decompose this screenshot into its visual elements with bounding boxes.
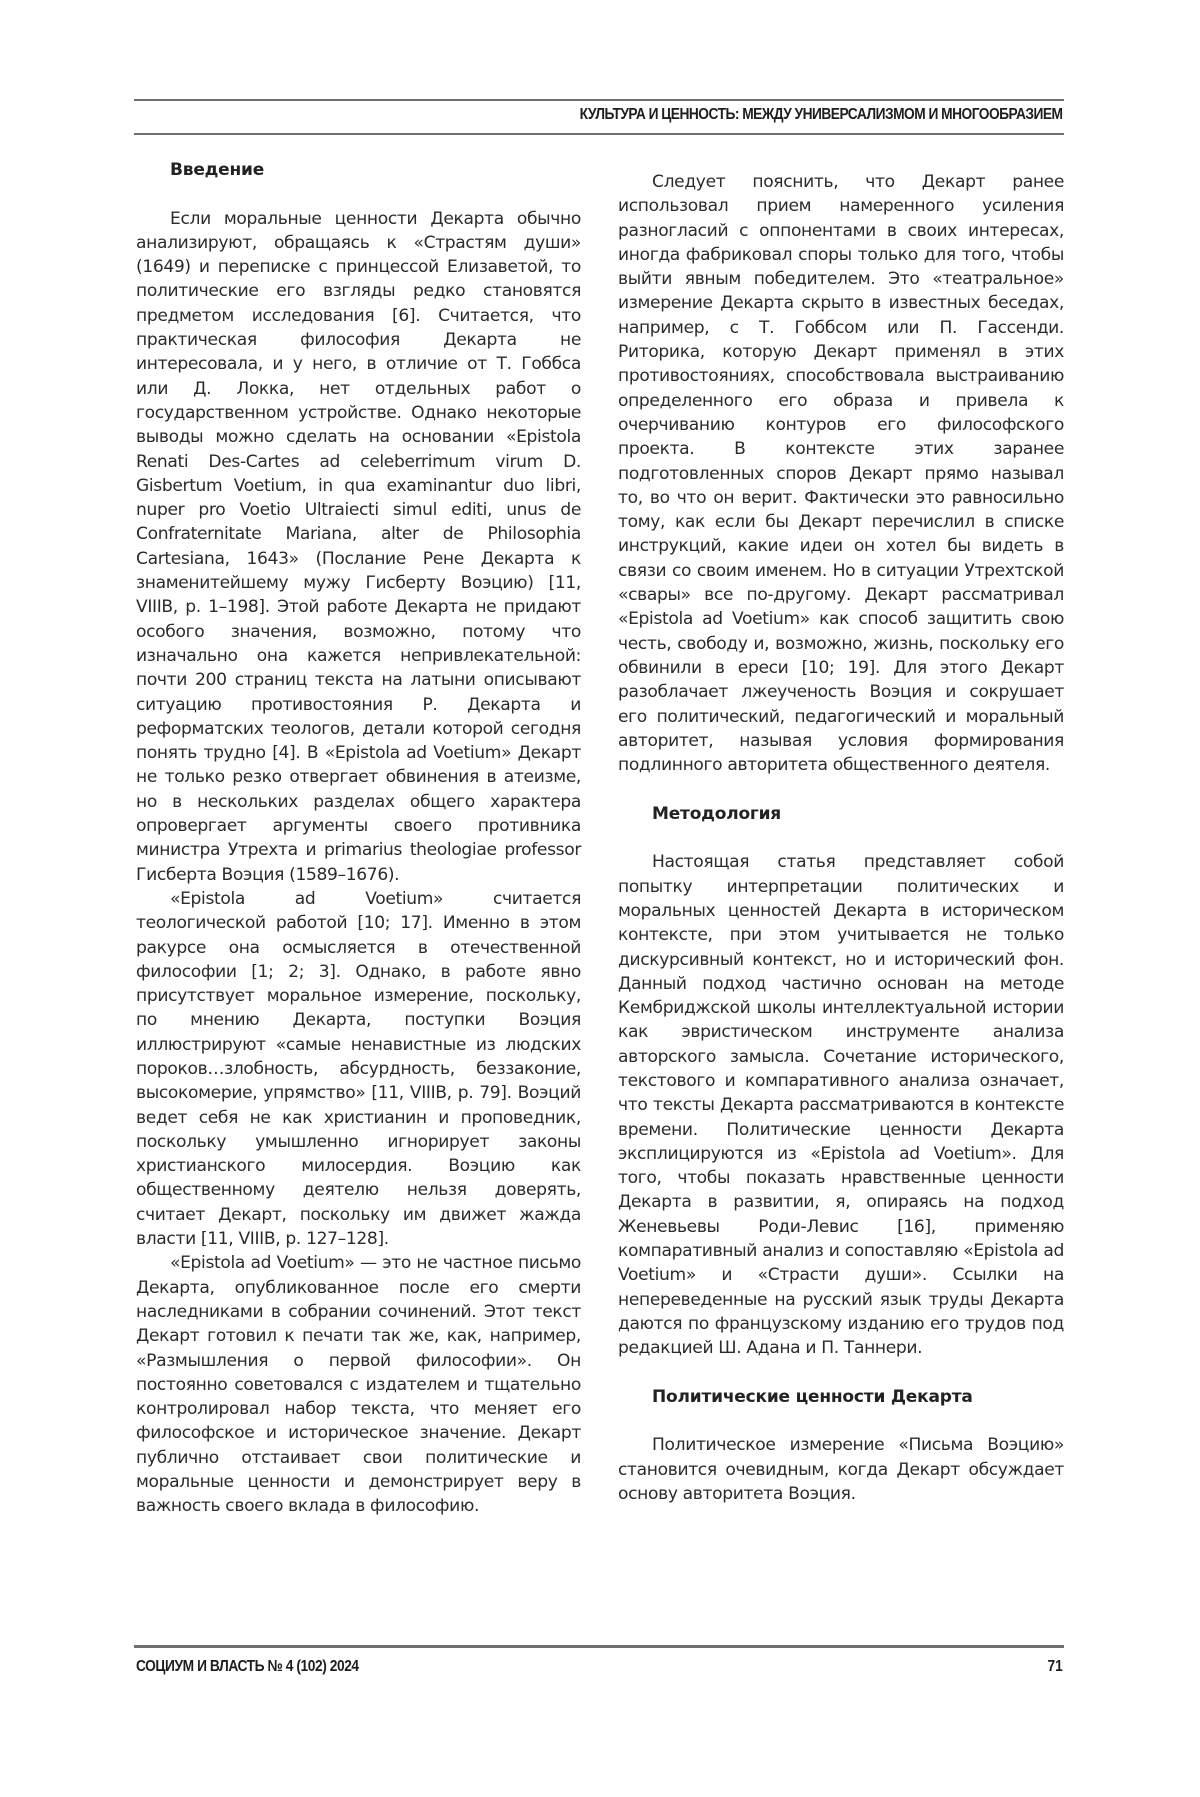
journal-issue: СОЦИУМ И ВЛАСТЬ № 4 (102) 2024 bbox=[136, 1658, 359, 1675]
header-top-rule bbox=[134, 99, 1064, 101]
right-column bbox=[618, 170, 1064, 1506]
paragraph: Следует пояснить, что Декарт ранее использовал прием намеренного усиления разногласий с оппонентами в своих интересах, иногда фабриковал споры только для того, чтобы выйти явным победителем. Это «театральное» измерение Декарта скрыто в известных беседах, например, с Т. Гоббсом или П. Гассенди. Риторика, которую Декарт применял в этих противостояниях, способствовала выстраиванию определенного его образа и привела к очерчиванию контуров его философского проекта. В контексте этих заранее подготовленных споров Декарт прямо называл то, во что он верит. Фактически это равносильно тому, как если бы Декарт перечислил в списке инструкций, какие идеи он хотел бы видеть в связи со своим именем. Но в ситуации Утрехтской «свары» все по-другому. Декарт рассматривал «Epistola ad Voetium» как способ защитить свою честь, свободу и, возможно, жизнь, поскольку его обвинили в ереси [10; 19]. Для этого Декарт разоблачает лжеученость Воэция и сокрушает его политический, педагогический и моральный авторитет, называя условия формирования подлинного авторитета общественного деятеля. bbox=[618, 172, 1064, 776]
section-title-political-values: Политические ценности Декарта bbox=[652, 1386, 973, 1407]
section-title-introduction: Введение bbox=[170, 160, 265, 180]
footer-rule bbox=[134, 1645, 1064, 1648]
section-title-methodology: Методология bbox=[652, 803, 782, 824]
page-number: 71 bbox=[1047, 1658, 1063, 1675]
paragraph: «Epistola ad Voetium» считается теологической работой [10; 17]. Именно в этом ракурсе она осмысляется в отечественной философии [1; 2; 3]. Однако, в работе явно присутствует моральное измерение, поскольку, по мнению Декарта, поступки Воэция иллюстрируют «самые ненавистные из людских пороков…злобность, абсурдность, беззаконие, высокомерие, упрямство» [11, VIIIB, p. 79]. Воэций ведет себя не как христианин и проповедник, поскольку умышленно игнорирует законы христианского милосердия. Воэцию как общественному деятелю нельзя доверять, считает Декарт, поскольку им движет жажда власти [11, VIIIB, p. 127–128]. bbox=[136, 888, 581, 1250]
paragraph: Политическое измерение «Письма Воэцию» становится очевидным, когда Декарт обсуждает основу авторитета Воэция. bbox=[618, 1435, 1064, 1505]
running-head: КУЛЬТУРА И ЦЕННОСТЬ: МЕЖДУ УНИВЕРСАЛИЗМОМ И МНОГООБРАЗИЕМ bbox=[580, 106, 1063, 123]
paragraph: «Epistola ad Voetium» — это не частное письмо Декарта, опубликованное после его смерти наследниками в собрании сочинений. Этот текст Декарт готовил к печати так же, как, например, «Размышления о первой философии». Он постоянно советовался с издателем и тщательно контролировал набор текста, что меняет его философское и историческое значение. Декарт публично отстаивает свои политические и моральные ценности и демонстрирует веру в важность своего вклада в философию. bbox=[136, 1253, 581, 1517]
paragraph: Настоящая статья представляет собой попытку интерпретации политических и моральных ценностей Декарта в историческом контексте, при этом учитывается не только дискурсивный контекст, но и исторический фон. Данный подход частично основан на методе Кембриджской школы интеллектуальной истории как эвристическом инструменте анализа авторского замысла. Сочетание исторического, текстового и компаративного анализа означает, что тексты Декарта рассматриваются в контексте времени. Политические ценности Декарта эксплицируются из «Epistola ad Voetium». Для того, чтобы показать нравственные ценности Декарта в развитии, я, опираясь на подход Женевьевы Роди-Левис [16], применяю компаративный анализ и сопоставляю «Epistola ad Voetium» и «Страсти души». Ссылки на непереведенные на русский язык труды Декарта даются по французскому изданию его трудов под редакцией Ш. Адана и П. Таннери. bbox=[618, 852, 1064, 1359]
header-bottom-rule bbox=[134, 133, 1064, 135]
left-column bbox=[136, 160, 581, 1519]
paragraph: Если моральные ценности Декарта обычно анализируют, обращаясь к «Страстям души» (1649) и переписке с принцессой Елизаветой, то политические его взгляды редко становятся предметом исследования [6]. Считается, что практическая философия Декарта не интересовала, и у него, в отличие от Т. Гоббса или Д. Локка, нет отдельных работ о государственном устройстве. Однако некоторые выводы можно сделать на основании «Epistola Renati Des-Cartes ad celeberrimum virum D. Gisbertum Voetium, in qua examinantur duo libri, nuper pro Voetio Ultraiecti simul editi, unus de Confraternitate Mariana, alter de Philosophia Cartesiana, 1643» (Послание Рене Декарта к знаменитейшему мужу Гисберту Воэцию) [11, VIIIB, p. 1–198]. Этой работе Декарта не придают особого значения, возможно, потому что изначально она кажется непривлекательной: почти 200 страниц текста на латыни описывают ситуацию противостояния Р. Декарта и реформатских теологов, детали которой сегодня понять трудно [4]. В «Epistola ad Voetium» Декарт не только резко отвергает обвинения в атеизме, но в нескольких разделах общего характера опровергает аргументы своего противника министра Утрехта и primarius theologiae professor Гисберта Воэция (1589–1676). bbox=[136, 208, 581, 885]
